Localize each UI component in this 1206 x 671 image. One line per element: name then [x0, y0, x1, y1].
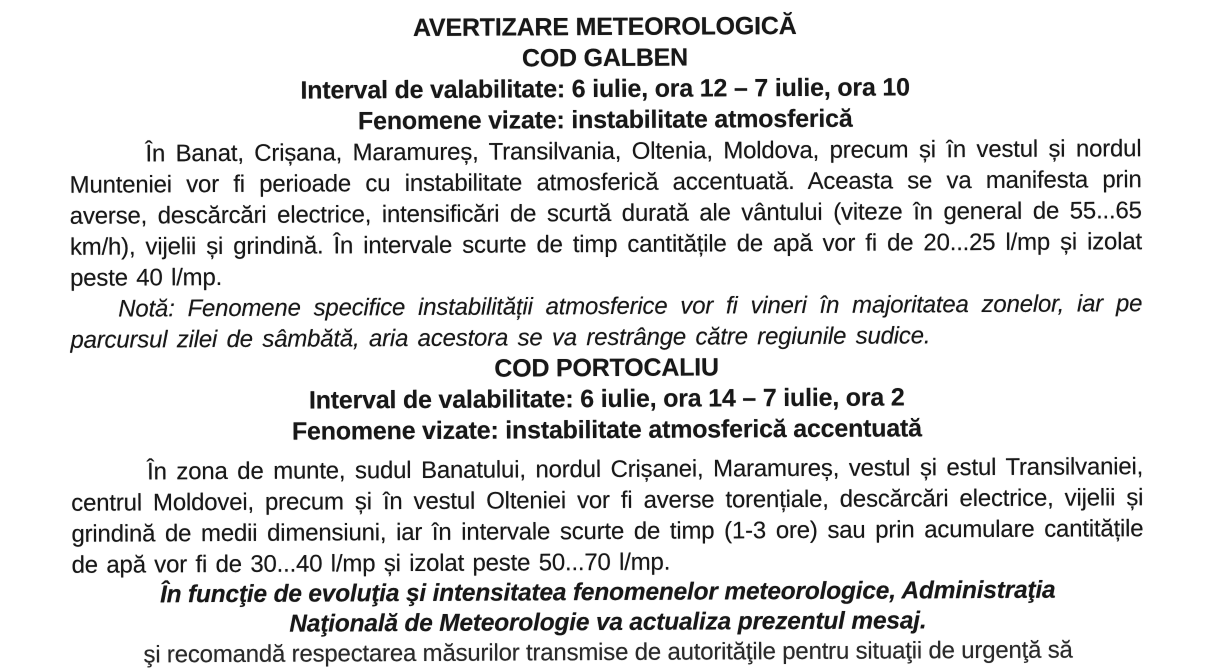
update-notice: În funcţie de evoluţia şi intensitatea fenomenelor meteorologice, Administraţia Naţională de Meteorologie va actualiza prezentul mesaj. [159, 576, 1056, 638]
orange-body-paragraph: În zona de munte, sudul Banatului, nordul Crișanei, Maramureș, vestul și estul Transilvaniei, centrul Moldovei, precum și în vestul Olteniei vor fi averse torențiale, descărcări electrice, vijelii și grindină de medii dimensiuni, iar în intervale scurte de timp (1-3 ore) sau prin acumulare cantitățile de apă vor fi de 30...40 l/mp și izolat peste 50...70 l/mp. [71, 453, 1144, 579]
yellow-body-paragraph: În Banat, Crișana, Maramureș, Transilvania, Oltenia, Moldova, precum și în vestul și nordul Munteniei vor fi perioade cu instabilitate atmosferică accentuată. Aceasta se va manifesta prin averse, descărcări electrice, intensificări de scurtă durată ale vântului (viteze în general de 55...65 km/h), vijelii și grindină. În intervale scurte de timp cantitățile de apă vor fi de 20...25 l/mp și izolat peste 40 l/mp. [69, 135, 1142, 292]
orange-code-heading: COD PORTOCALIU [494, 353, 719, 383]
yellow-note-paragraph: Notă: Fenomene specifice instabilității atmosferice vor fi vineri în majoritatea zonelor, iar pe parcursul zilei de sâmbătă, aria acestora se va restrânge către regiunile sudice. [70, 290, 1143, 354]
yellow-phenomena-heading: Fenomene vizate: instabilitate atmosferică [357, 104, 853, 136]
orange-interval-heading: Interval de valabilitate: 6 iulie, ora 14 – 7 iulie, ora 2 [308, 383, 905, 415]
yellow-interval-heading: Interval de valabilitate: 6 iulie, ora 12 – 7 iulie, ora 10 [300, 73, 910, 105]
truncated-bottom-line: şi recomandă respectarea măsurilor transmise de autorităţile pentru situaţii de urgenţă să [143, 636, 1073, 669]
document-title: AVERTIZARE METEOROLOGICĂ [412, 11, 797, 42]
orange-phenomena-heading: Fenomene vizate: instabilitate atmosferică accentuată [291, 414, 922, 446]
yellow-code-heading: COD GALBEN [521, 43, 689, 73]
